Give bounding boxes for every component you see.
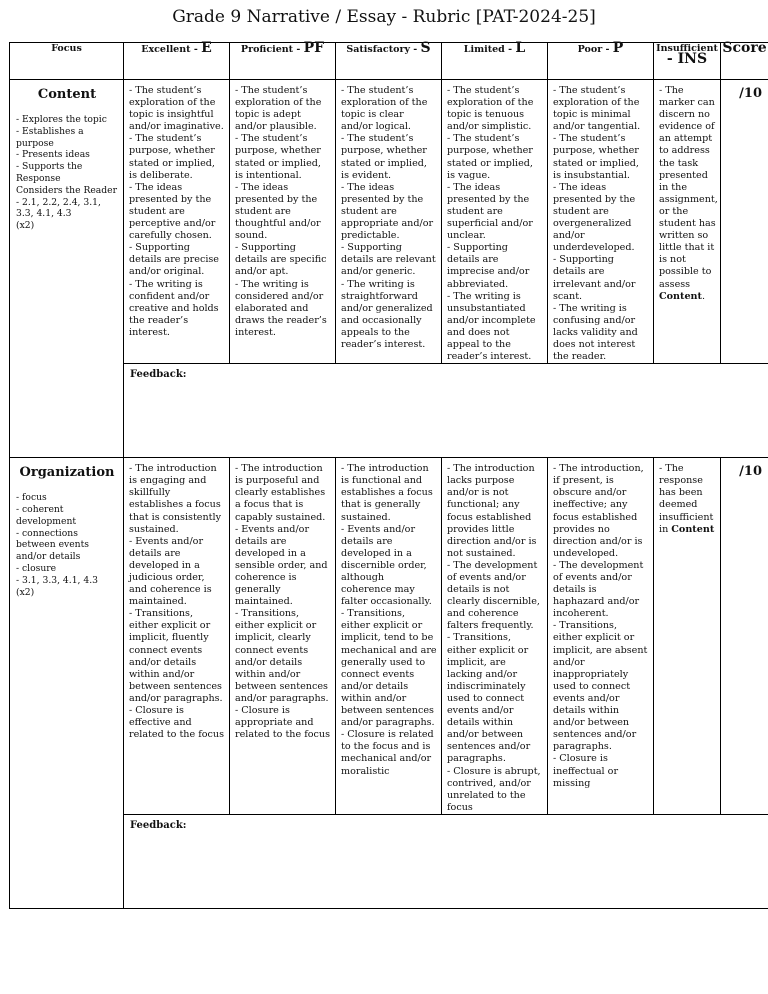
- score-cell-content: /10: [721, 80, 768, 364]
- descriptor-insufficient: - The marker can discern no evidence of an attempt to address the task presented in the assignment, or the student has written so little that it is not possible to assess Content.: [654, 80, 721, 364]
- descriptor-proficient: - The introduction is purposeful and clearly establishes a focus that is capably sustained. - Events and/or details are developed in a sensible order, and coherence is generally maintained. - Transitions, either explicit or implicit, clearly connect events and/or details within and/or between sentences and/or paragraphs. - Closure is appropriate and related to the focus: [230, 458, 336, 815]
- header-row: [10, 43, 768, 80]
- criterion-row-content: [10, 80, 768, 364]
- rubric-table: [9, 42, 768, 909]
- feedback-area-organization[interactable]: [124, 814, 768, 908]
- descriptor-satisfactory: - The student’s exploration of the topic is clear and/or logical. - The student’s purpose, whether stated or implied, is evident. - The ideas presented by the student are appropriate and/or predictable. - Supporting details are relevant and/or generic. - The writing is straightforward and/or generalized and occasionally appeals to the reader’s interest.: [336, 80, 442, 364]
- feedback-label: Feedback:: [130, 819, 187, 831]
- descriptor-excellent: - The student’s exploration of the topic is insightful and/or imaginative. - The student’s purpose, whether stated or implied, is deliberate. - The ideas presented by the student are perceptive and/or carefully chosen. - Supporting details are precise and/or original. - The writing is confident and/or creative and holds the reader’s interest.: [124, 80, 230, 364]
- criterion-items: - Explores the topic - Establishes a purpose - Presents ideas - Supports the Response Considers the Reader - 2.1, 2.2, 2.4, 3.1, 3.3, 4.1, 4.3 (x2): [16, 114, 117, 232]
- level-header-excellent: Excellent - E: [124, 43, 230, 80]
- level-header-satisfactory: Satisfactory - S: [336, 43, 442, 80]
- level-header-proficient: Proficient - PF: [230, 43, 336, 80]
- level-header-limited: Limited - L: [442, 43, 548, 80]
- feedback-row-content: [10, 364, 768, 458]
- feedback-area-content[interactable]: [124, 364, 768, 458]
- score-cell-organization: /10: [721, 458, 768, 815]
- descriptor-excellent: - The introduction is engaging and skillfully establishes a focus that is consistently sustained. - Events and/or details are developed in a judicious order, and coherence is maintained. - Transitions, either explicit or implicit, fluently connect events and/or details within and/or between sentences and/or paragraphs. - Closure is effective and related to the focus: [124, 458, 230, 815]
- descriptor-proficient: - The student’s exploration of the topic is adept and/or plausible. - The student’s purpose, whether stated or implied, is intentional. - The ideas presented by the student are thoughtful and/or sound. - Supporting details are specific and/or apt. - The writing is considered and/or elaborated and draws the reader’s interest.: [230, 80, 336, 364]
- level-header-poor: Poor - P: [548, 43, 654, 80]
- descriptor-poor: - The student’s exploration of the topic is minimal and/or tangential. - The student’s purpose, whether stated or implied, is insubstantial. - The ideas presented by the student are overgeneralized and/or underdeveloped. - Supporting details are irrelevant and/or scant. - The writing is confusing and/or lacks validity and does not interest the reader.: [548, 80, 654, 364]
- criterion-title: Content: [37, 87, 97, 102]
- criterion-items: - focus - coherent development - connections between events and/or details - closure - 3.1, 3.3, 4.1, 4.3 (x2): [16, 492, 98, 598]
- score-header: Score: [721, 43, 768, 80]
- criterion-row-organization: [10, 458, 768, 815]
- focus-header: Focus: [10, 43, 124, 80]
- descriptor-limited: - The introduction lacks purpose and/or is not functional; any focus established provides little direction and/or is not sustained. - The development of events and/or details is not clearly discernible, and coherence falters frequently. - Transitions, either explicit or implicit, are lacking and/or indiscriminately used to connect events and/or details within and/or between sentences and/or paragraphs. - Closure is abrupt, contrived, and/or unrelated to the focus: [442, 458, 548, 815]
- descriptor-poor: - The introduction, if present, is obscure and/or ineffective; any focus established provides no direction and/or is undeveloped. - The development of events and/or details is haphazard and/or incoherent. - Transitions, either explicit or implicit, are absent and/or inappropriately used to connect events and/or details within and/or between sentences and/or paragraphs. - Closure is ineffectual or missing: [548, 458, 654, 815]
- level-header-insufficient: Insufficient - INS: [654, 43, 721, 80]
- descriptor-satisfactory: - The introduction is functional and establishes a focus that is generally sustained. - Events and/or details are developed in a discernible order, although coherence may falter occasionally. - Transitions, either explicit or implicit, tend to be mechanical and are generally used to connect events and/or details within and/or between sentences and/or paragraphs. - Closure is related to the focus and is mechanical and/or moralistic: [336, 458, 442, 815]
- feedback-label: Feedback:: [130, 369, 187, 381]
- feedback-row-organization: [10, 814, 768, 908]
- focus-cell-content: [10, 80, 124, 458]
- page-title: Grade 9 Narrative / Essay - Rubric [PAT-2024-25]: [172, 7, 596, 27]
- descriptor-limited: - The student’s exploration of the topic is tenuous and/or simplistic. - The student’s purpose, whether stated or implied, is vague. - The ideas presented by the student are superficial and/or unclear. - Supporting details are imprecise and/or abbreviated. - The writing is unsubstantiated and/or incomplete and does not appeal to the reader’s interest.: [442, 80, 548, 364]
- criterion-title: Organization: [19, 465, 115, 481]
- focus-cell-organization: [10, 458, 124, 909]
- descriptor-insufficient: - The response has been deemed insufficient in Content: [654, 458, 721, 815]
